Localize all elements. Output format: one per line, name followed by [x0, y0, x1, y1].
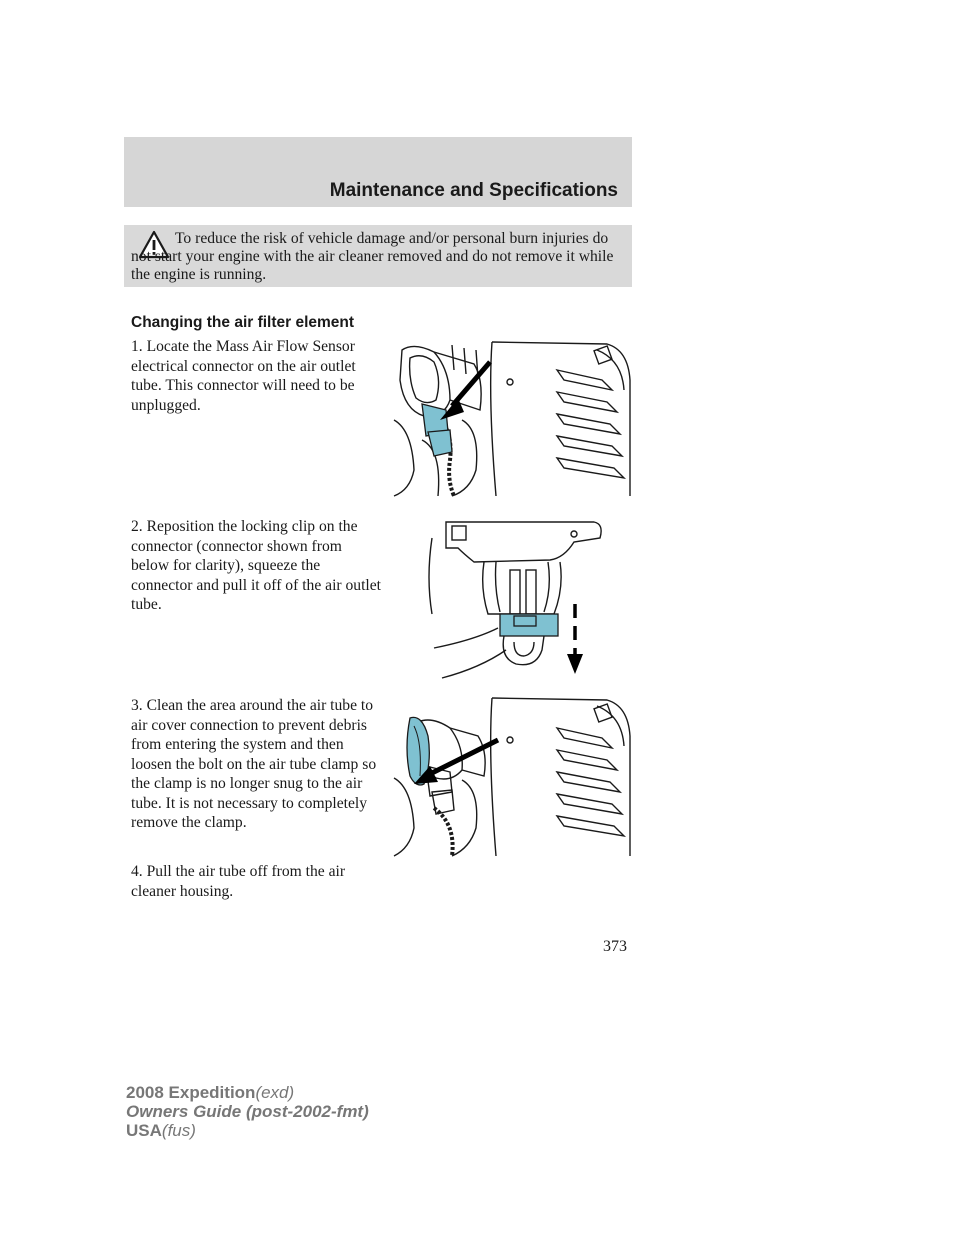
- step-4-text: 4. Pull the air tube off from the air cleaner housing.: [131, 863, 346, 900]
- footer-model-code: (exd): [255, 1083, 295, 1102]
- warning-text: To reduce the risk of vehicle damage and/or personal burn injuries do not start your engine with the air cleaner removed and do not remove it while the engine is running.: [131, 230, 614, 283]
- footer-line-1: [126, 1083, 369, 1102]
- footer: [126, 1083, 369, 1140]
- footer-model: 2008 Expedition: [126, 1083, 256, 1102]
- page-title: Maintenance and Specifications: [329, 180, 618, 201]
- step-3-text: 3. Clean the area around the air tube to air cover connection to prevent debris from entering the system and then loosen the bolt on the air tube clamp so the clamp is no longer snug to the air tube. It is not necessary to completely remove the clamp.: [131, 697, 377, 831]
- footer-market: USA: [126, 1121, 162, 1140]
- connector-locking-clip-figure: [424, 518, 610, 680]
- footer-guide: Owners Guide (post-2002-fmt): [126, 1102, 369, 1121]
- section-heading: Changing the air filter element: [131, 314, 355, 331]
- air-tube-clamp-figure: [392, 696, 636, 860]
- mass-air-flow-connector-figure: [392, 340, 636, 500]
- step-2-text: 2. Reposition the locking clip on the connector (connector shown from below for clarity), squeeze the connector and pull it off of the air outlet tube.: [131, 518, 382, 613]
- step-1-text: 1. Locate the Mass Air Flow Sensor electrical connector on the air outlet tube. This connector will need to be unplugged.: [131, 338, 356, 414]
- footer-line-2: [126, 1102, 369, 1121]
- footer-line-3: [126, 1121, 369, 1140]
- footer-market-code: (fus): [161, 1121, 196, 1140]
- warning-box: [124, 225, 632, 287]
- page-number: 373: [603, 938, 627, 955]
- header-band: [124, 137, 632, 207]
